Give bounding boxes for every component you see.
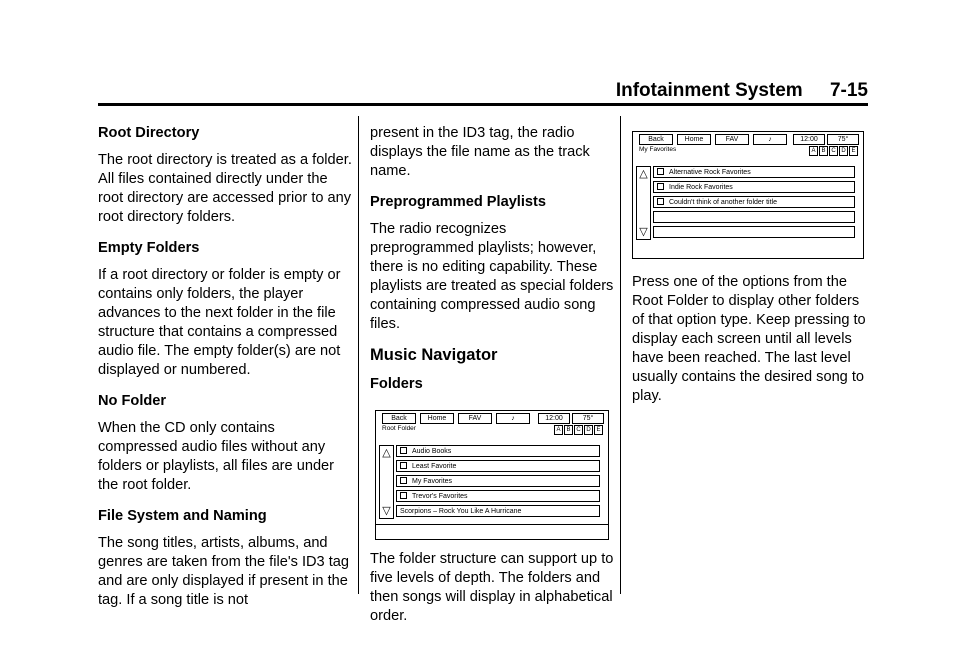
letter-d-button[interactable]: D	[584, 425, 593, 435]
note-icon-button[interactable]: ♪	[496, 413, 530, 424]
column-divider-2	[620, 116, 621, 594]
note-icon-button[interactable]: ♪	[753, 134, 787, 145]
empty-list-item[interactable]	[653, 211, 855, 223]
letter-b-button[interactable]: B	[819, 146, 828, 156]
column-2	[370, 124, 614, 638]
scroll-down-icon[interactable]: ▽	[639, 226, 648, 238]
letter-c-button[interactable]: C	[829, 146, 838, 156]
para-press-options: Press one of the options from the Root Folder to display other folders of that option type. Keep pressing to display each screen until all levels have been reached. The last level usually contains the desired song to play.	[632, 274, 866, 404]
folder-icon	[657, 168, 664, 175]
home-button[interactable]: Home	[420, 413, 454, 424]
list-item[interactable]: Audio Books	[396, 445, 600, 457]
list-item[interactable]: Couldn't think of another folder title	[653, 196, 855, 208]
para-id3-continued: present in the ID3 tag, the radio displays the file name as the track name.	[370, 125, 590, 179]
folder-icon	[657, 198, 664, 205]
screen-label: My Favorites	[639, 146, 677, 153]
list-item[interactable]: Alternative Rock Favorites	[653, 166, 855, 178]
folder-icon	[400, 477, 407, 484]
page-number: 7-15	[829, 80, 868, 101]
column-3	[632, 131, 872, 418]
screen-top-bar	[376, 411, 608, 437]
para-no-folder: When the CD only contains compressed audio files without any folders or playlists, all files are under the root folder.	[98, 420, 335, 493]
heading-root-directory: Root Directory	[98, 125, 200, 141]
home-button[interactable]: Home	[677, 134, 711, 145]
back-button[interactable]: Back	[382, 413, 416, 424]
letter-d-button[interactable]: D	[839, 146, 848, 156]
column-1	[98, 124, 356, 622]
scroll-down-icon[interactable]: ▽	[382, 505, 391, 517]
scrollbar[interactable]	[379, 445, 394, 519]
para-empty-folders: If a root directory or folder is empty or contains only folders, the player advances to the next folder in the file structure that contains a compressed audio file. The empty folder(s) are not displayed or numbered.	[98, 267, 341, 378]
list-item[interactable]: Indie Rock Favorites	[653, 181, 855, 193]
page-header-title	[616, 80, 868, 102]
header-rule	[98, 103, 868, 106]
time-display: 12:00	[538, 413, 570, 424]
list-item[interactable]: Trevor's Favorites	[396, 490, 600, 502]
letter-buttons	[554, 425, 603, 435]
my-favorites-screen	[632, 131, 864, 259]
scrollbar[interactable]	[636, 166, 651, 240]
temp-display: 75°	[572, 413, 604, 424]
column-divider-1	[358, 116, 359, 594]
letter-b-button[interactable]: B	[564, 425, 573, 435]
heading-file-system: File System and Naming	[98, 508, 267, 524]
letter-e-button[interactable]: E	[594, 425, 603, 435]
fav-button[interactable]: FAV	[458, 413, 492, 424]
folder-icon	[400, 492, 407, 499]
empty-list-item[interactable]	[653, 226, 855, 238]
folder-icon	[400, 462, 407, 469]
para-folder-structure: The folder structure can support up to five levels of depth. The folders and then songs will display in alphabetical order.	[370, 551, 614, 624]
heading-music-navigator: Music Navigator	[370, 346, 498, 364]
folder-icon	[657, 183, 664, 190]
letter-buttons	[809, 146, 858, 156]
screen-top-bar	[633, 132, 863, 158]
temp-display: 75°	[827, 134, 859, 145]
heading-empty-folders: Empty Folders	[98, 240, 200, 256]
list-item[interactable]: My Favorites	[396, 475, 600, 487]
letter-e-button[interactable]: E	[849, 146, 858, 156]
para-root-directory: The root directory is treated as a folder. All files contained directly under the root directory are accessed prior to any root directory folders.	[98, 152, 352, 225]
para-file-system: The song titles, artists, albums, and genres are taken from the file's ID3 tag and are only displayed if present in the tag. If a song title is not	[98, 535, 350, 608]
heading-preprogrammed-playlists: Preprogrammed Playlists	[370, 194, 547, 210]
letter-a-button[interactable]: A	[554, 425, 563, 435]
folder-icon	[400, 447, 407, 454]
time-display: 12:00	[793, 134, 825, 145]
screen-label: Root Folder	[382, 425, 416, 432]
list-item[interactable]: Least Favorite	[396, 460, 600, 472]
fav-button[interactable]: FAV	[715, 134, 749, 145]
heading-no-folder: No Folder	[98, 393, 167, 409]
screen-bottom-bar	[376, 524, 608, 539]
folder-list	[396, 445, 600, 520]
letter-a-button[interactable]: A	[809, 146, 818, 156]
section-title: Infotainment System	[615, 80, 803, 101]
folder-list	[653, 166, 855, 241]
para-preprogrammed-playlists: The radio recognizes preprogrammed playlists; however, there is no editing capability. These playlists are treated as special folders containing compressed audio song files.	[370, 221, 614, 332]
song-item[interactable]: Scorpions – Rock You Like A Hurricane	[396, 505, 600, 517]
root-folder-screen	[375, 410, 609, 540]
scroll-up-icon[interactable]: △	[382, 447, 391, 459]
scroll-up-icon[interactable]: △	[639, 168, 648, 180]
letter-c-button[interactable]: C	[574, 425, 583, 435]
back-button[interactable]: Back	[639, 134, 673, 145]
heading-folders: Folders	[370, 376, 423, 392]
